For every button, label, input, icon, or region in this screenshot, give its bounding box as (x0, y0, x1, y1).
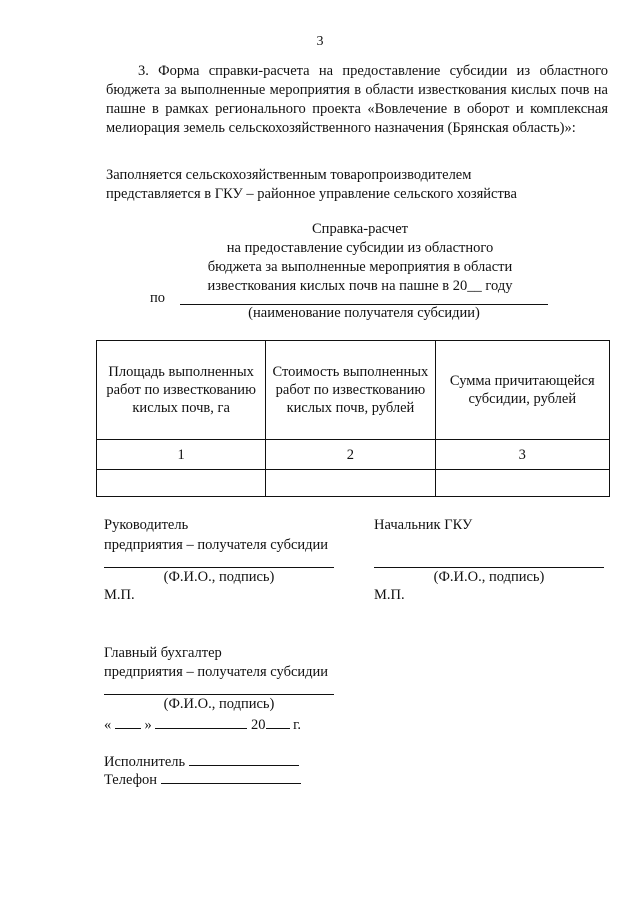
phone-field[interactable] (161, 769, 301, 784)
accountant-subtitle: предприятия – получателя субсидии (104, 664, 329, 680)
intro-paragraph: 3. Форма справки-расчета на предоставление субсидии из областного бюджета за выполненные мероприятия в области известкования кислых почв на пашне в рамках регионального проекта «Вовлечение в оборот и комплексная мелиорация земель сельскохозяйственного назначения (Брянская область)»: (106, 63, 608, 136)
recipient-caption: (наименование получателя субсидии) (248, 305, 480, 321)
date-open-quote: « (104, 717, 112, 733)
gku-title: Начальник ГКУ (374, 517, 473, 533)
date-year-field[interactable] (266, 714, 290, 729)
cell-area-value[interactable] (97, 470, 266, 497)
table-row (97, 470, 610, 497)
head-subtitle: предприятия – получателя субсидии (104, 537, 329, 553)
date-year-prefix: 20 (251, 717, 266, 733)
header-area: Площадь выполненных работ по известкованию кислых почв, га (97, 341, 266, 440)
phone-line (104, 769, 301, 790)
date-close-quote: » (144, 717, 152, 733)
col-number-3: 3 (435, 440, 609, 470)
calculation-table (96, 340, 610, 497)
executor-field[interactable] (189, 751, 299, 766)
head-title: Руководитель (104, 517, 189, 533)
title-line-3: бюджета за выполненные мероприятия в области (207, 259, 513, 275)
phone-label: Телефон (104, 772, 157, 788)
accountant-fio-caption: (Ф.И.О., подпись) (163, 696, 275, 712)
table-number-row (97, 440, 610, 470)
date-month-field[interactable] (155, 714, 247, 729)
date-day-field[interactable] (115, 714, 141, 729)
col-number-2: 2 (266, 440, 435, 470)
document-title (150, 220, 570, 296)
gku-signature-line[interactable] (374, 567, 604, 568)
note-filled-by: Заполняется сельскохозяйственным товаропроизводителем (106, 167, 472, 183)
title-line-4: известкования кислых почв на пашне в 20__ году (207, 278, 513, 294)
page-number: 3 (316, 34, 324, 49)
accountant-signature-line[interactable] (104, 694, 334, 695)
title-line-1: Справка-расчет (312, 221, 408, 237)
cell-subsidy-value[interactable] (435, 470, 609, 497)
header-subsidy: Сумма причитающейся субсидии, рублей (435, 341, 609, 440)
header-cost: Стоимость выполненных работ по известкованию кислых почв, рублей (266, 341, 435, 440)
col-number-1: 1 (97, 440, 266, 470)
head-stamp-label: М.П. (104, 587, 135, 603)
note-submitted-to: представляется в ГКУ – районное управление сельского хозяйства (106, 186, 517, 202)
date-suffix: г. (293, 717, 302, 733)
po-label: по (150, 290, 166, 306)
head-fio-caption: (Ф.И.О., подпись) (163, 569, 275, 585)
date-line (104, 714, 301, 735)
section-intro (106, 62, 608, 138)
gku-stamp-label: М.П. (374, 587, 405, 603)
title-line-2: на предоставление субсидии из областного (226, 240, 494, 256)
table-header-row (97, 341, 610, 440)
cell-cost-value[interactable] (266, 470, 435, 497)
notes-block (106, 166, 626, 204)
accountant-title: Главный бухгалтер (104, 645, 222, 661)
head-signature-line[interactable] (104, 567, 334, 568)
executor-label: Исполнитель (104, 754, 186, 770)
gku-fio-caption: (Ф.И.О., подпись) (433, 569, 545, 585)
